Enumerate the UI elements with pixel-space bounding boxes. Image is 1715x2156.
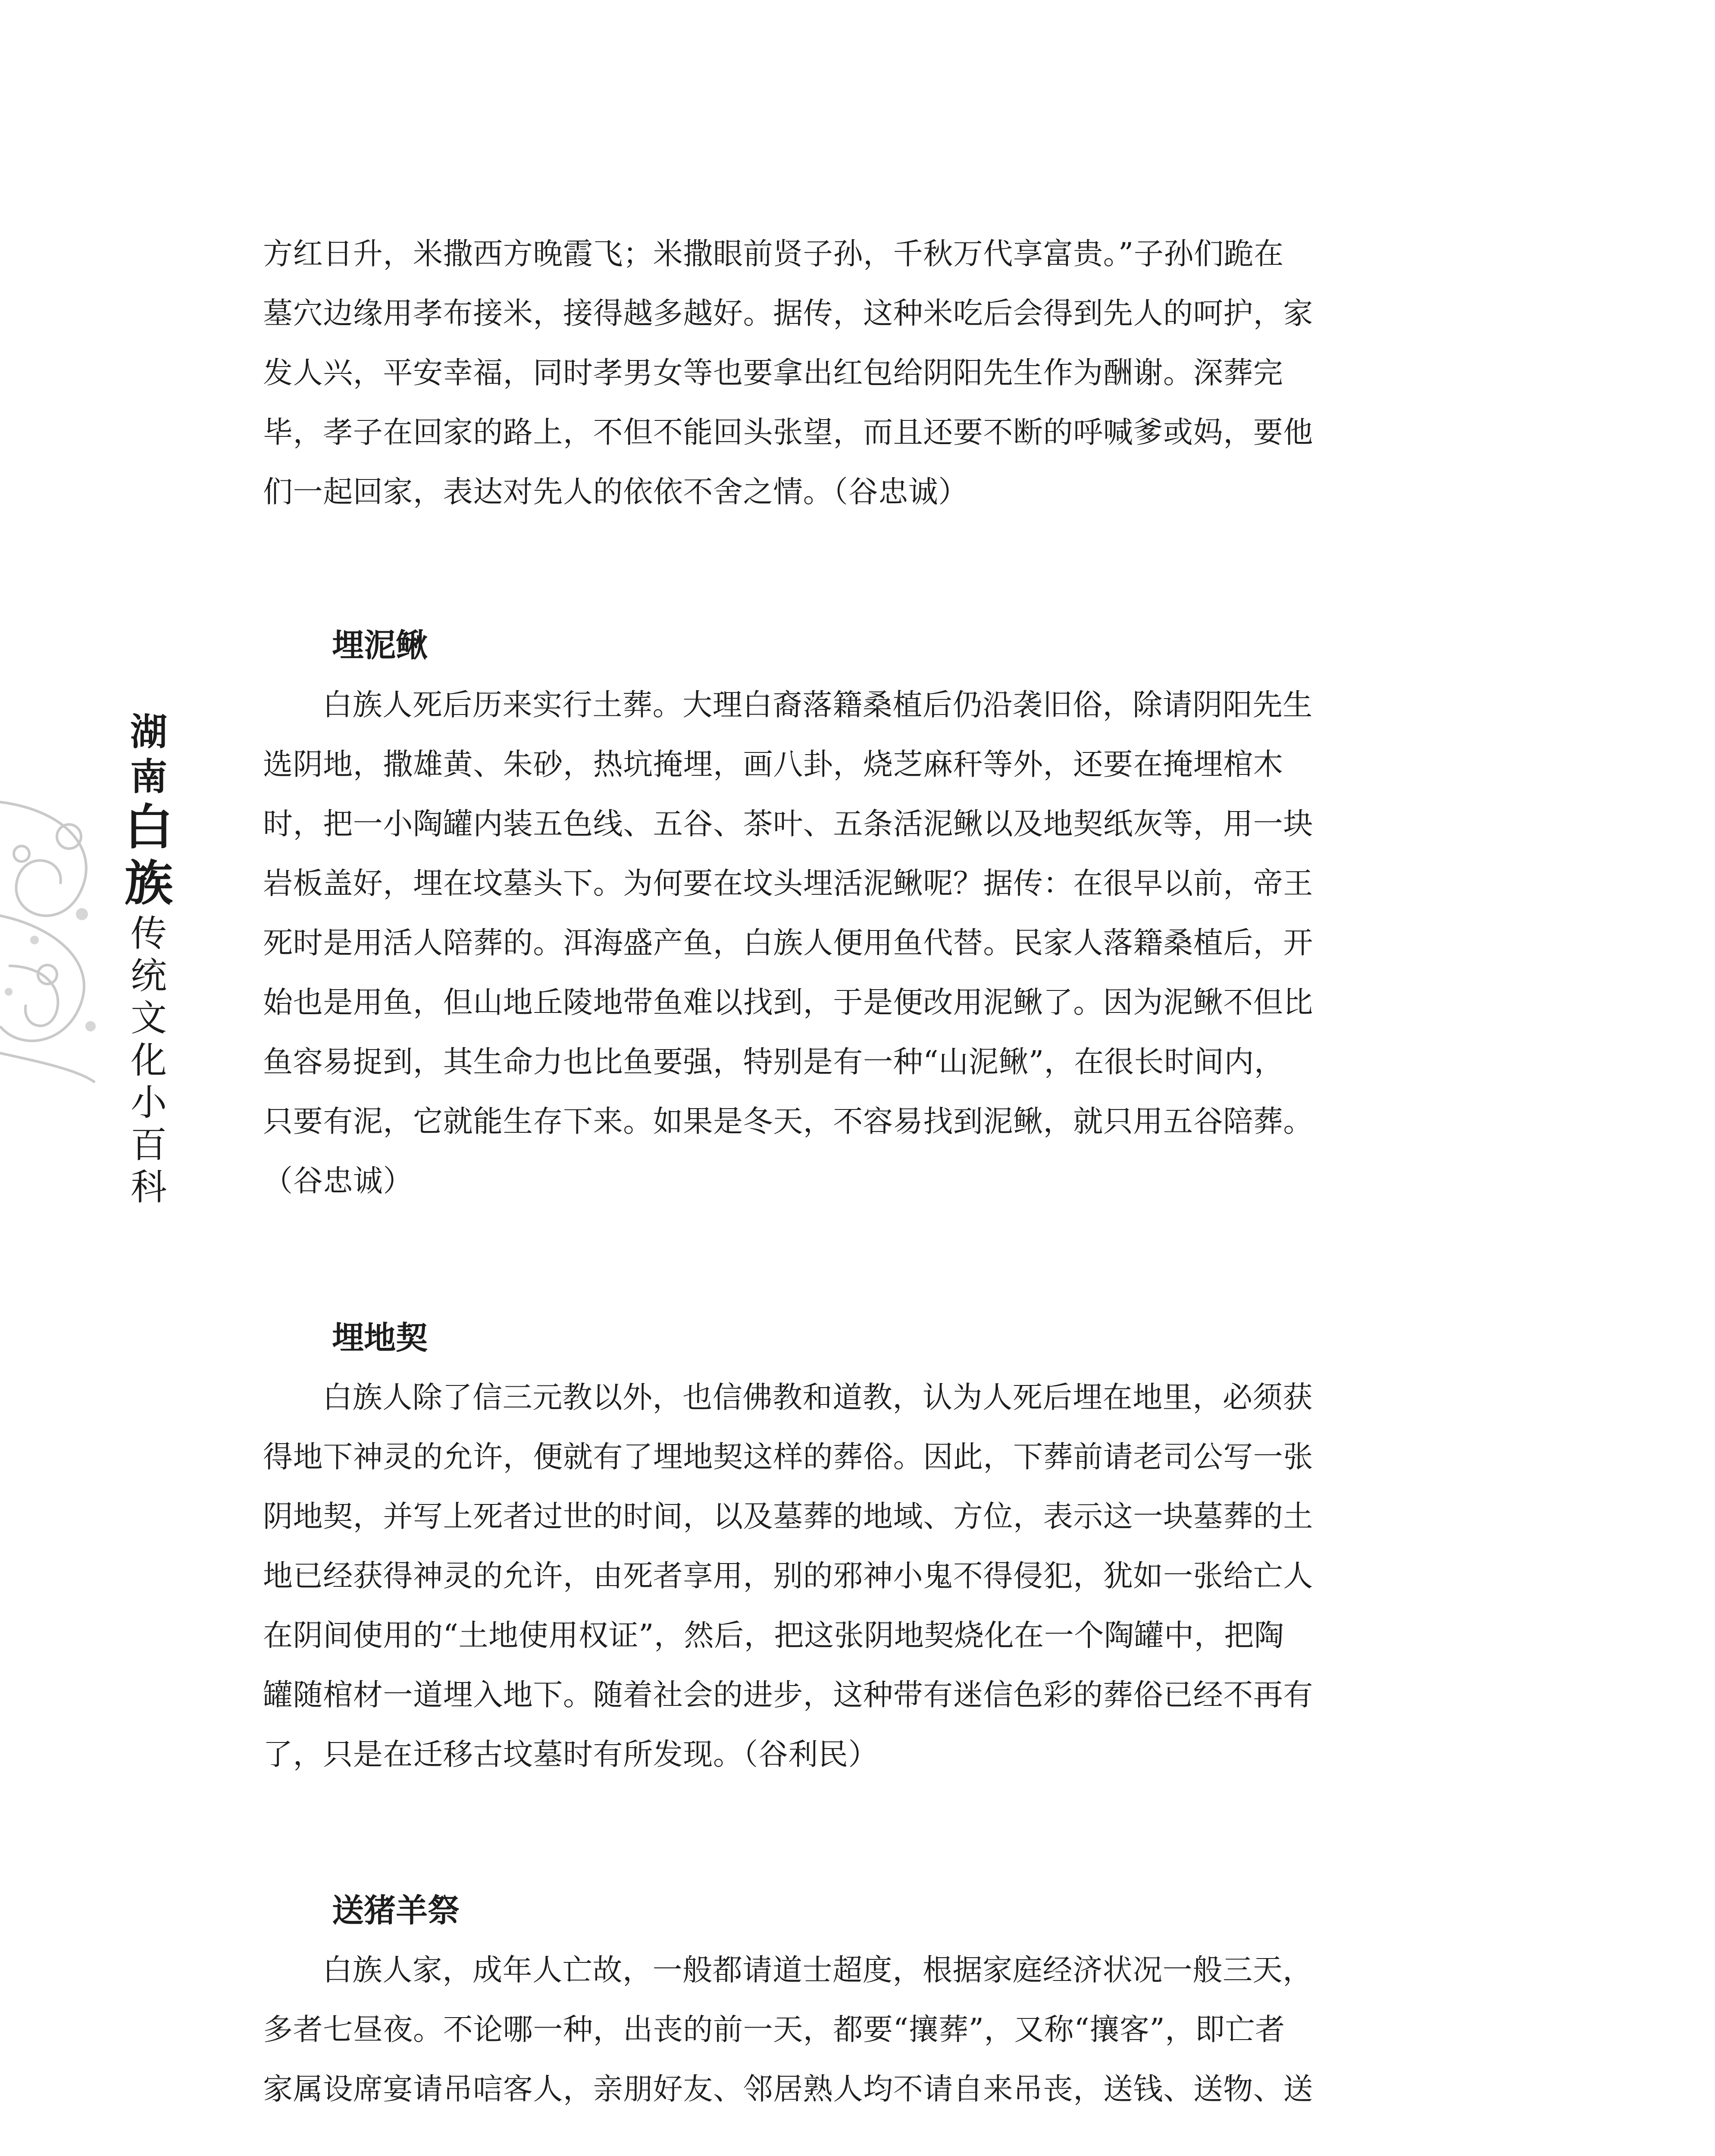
series-subtitle-char: 科 xyxy=(130,1166,167,1208)
text-line: 选阴地，撒雄黄、朱砂，热坑掩埋，画八卦，烧芝麻秆等外，还要在掩埋棺木 xyxy=(263,747,1283,782)
series-subtitle-char: 统 xyxy=(130,955,167,997)
text-line: 鱼容易捉到，其生命力也比鱼要强，特别是有一种“山泥鳅”，在很长时间内， xyxy=(263,1045,1284,1079)
text-line: 毕，孝子在回家的路上，不但不能回头张望，而且还要不断的呼喊爹或妈，要他 xyxy=(263,415,1313,450)
series-ethnic-char: 白 xyxy=(125,799,173,856)
book-series-title xyxy=(116,710,181,1211)
text-line: 罐随棺材一道埋入地下。随着社会的进步，这种带有迷信色彩的葬俗已经不再有 xyxy=(263,1678,1313,1712)
section-heading: 送猪羊祭 xyxy=(332,1892,460,1929)
text-line: 墓穴边缘用孝布接米，接得越多越好。据传，这种米吃后会得到先人的呵护，家 xyxy=(263,296,1313,331)
section-paragraph xyxy=(263,1368,1543,1784)
text-line: 了，只是在迁移古坟墓时有所发现。（谷利民） xyxy=(263,1737,879,1772)
text-line: （谷忠诚） xyxy=(263,1164,413,1198)
section-mai-diqi xyxy=(263,1308,1543,1784)
series-subtitle-char: 百 xyxy=(130,1124,167,1166)
text-line: 时，把一小陶罐内装五色线、五谷、茶叶、五条活泥鳅以及地契纸灰等，用一块 xyxy=(263,807,1313,841)
text-line: 们一起回家，表达对先人的依依不舍之情。（谷忠诚） xyxy=(263,475,968,509)
text-line: 始也是用鱼，但山地丘陵地带鱼难以找到，于是便改用泥鳅了。因为泥鳅不但比 xyxy=(263,985,1313,1020)
text-line: 多者七昼夜。不论哪一种，出丧的前一天，都要“攘葬”，又称“攘客”，即亡者 xyxy=(263,2012,1285,2047)
text-line: 家属设席宴请吊唁客人，亲朋好友、邻居熟人均不请自来吊丧，送钱、送物、送 xyxy=(263,2072,1313,2106)
text-line: 白族人家，成年人亡故，一般都请道士超度，根据家庭经济状况一般三天， xyxy=(322,1953,1313,1987)
text-line: 白族人除了信三元教以外，也信佛教和道教，认为人死后埋在地里，必须获 xyxy=(322,1380,1313,1415)
section-heading: 埋地契 xyxy=(332,1319,428,1357)
section-song-zhuyang-ji xyxy=(263,1881,1543,2119)
main-text xyxy=(263,224,1543,2119)
section-paragraph xyxy=(263,1940,1543,2119)
text-line: 发人兴，平安幸福，同时孝男女等也要拿出红包给阴阳先生作为酬谢。深葬完 xyxy=(263,356,1283,390)
intro-paragraph xyxy=(263,224,1543,522)
text-line: 方红日升，米撒西方晚霞飞；米撒眼前贤子孙，千秋万代享富贵。”子孙们跪在 xyxy=(263,237,1284,271)
text-line: 得地下神灵的允许，便就有了埋地契这样的葬俗。因此，下葬前请老司公写一张 xyxy=(263,1440,1313,1474)
series-subtitle-char: 文 xyxy=(130,997,167,1039)
text-line: 地已经获得神灵的允许，由死者享用，别的邪神小鬼不得侵犯，犹如一张给亡人 xyxy=(263,1559,1313,1593)
series-subtitle-char: 传 xyxy=(130,912,167,955)
series-ethnic-char: 族 xyxy=(125,855,173,912)
series-subtitle-char: 化 xyxy=(130,1039,167,1081)
text-line: 阴地契，并写上死者过世的时间，以及墓葬的地域、方位，表示这一块墓葬的土 xyxy=(263,1499,1313,1534)
decorative-ornament-icon xyxy=(0,785,129,1087)
section-mai-niqiu xyxy=(263,616,1543,1211)
section-paragraph xyxy=(263,675,1543,1211)
series-region-char: 南 xyxy=(130,755,167,799)
text-line: 只要有泥，它就能生存下来。如果是冬天，不容易找到泥鳅，就只用五谷陪葬。 xyxy=(263,1104,1313,1139)
text-line: 在阴间使用的“土地使用权证”，然后，把这张阴地契烧化在一个陶罐中，把陶 xyxy=(263,1618,1284,1653)
series-subtitle-char: 小 xyxy=(130,1081,167,1124)
text-line: 岩板盖好，埋在坟墓头下。为何要在坟头埋活泥鳅呢？据传：在很早以前，帝王 xyxy=(263,866,1313,901)
series-region-char: 湖 xyxy=(130,710,167,754)
text-line: 死时是用活人陪葬的。洱海盛产鱼，白族人便用鱼代替。民家人落籍桑植后，开 xyxy=(263,926,1313,960)
text-line: 白族人死后历来实行土葬。大理白裔落籍桑植后仍沿袭旧俗，除请阴阳先生 xyxy=(322,688,1313,722)
section-heading: 埋泥鳅 xyxy=(332,627,428,664)
